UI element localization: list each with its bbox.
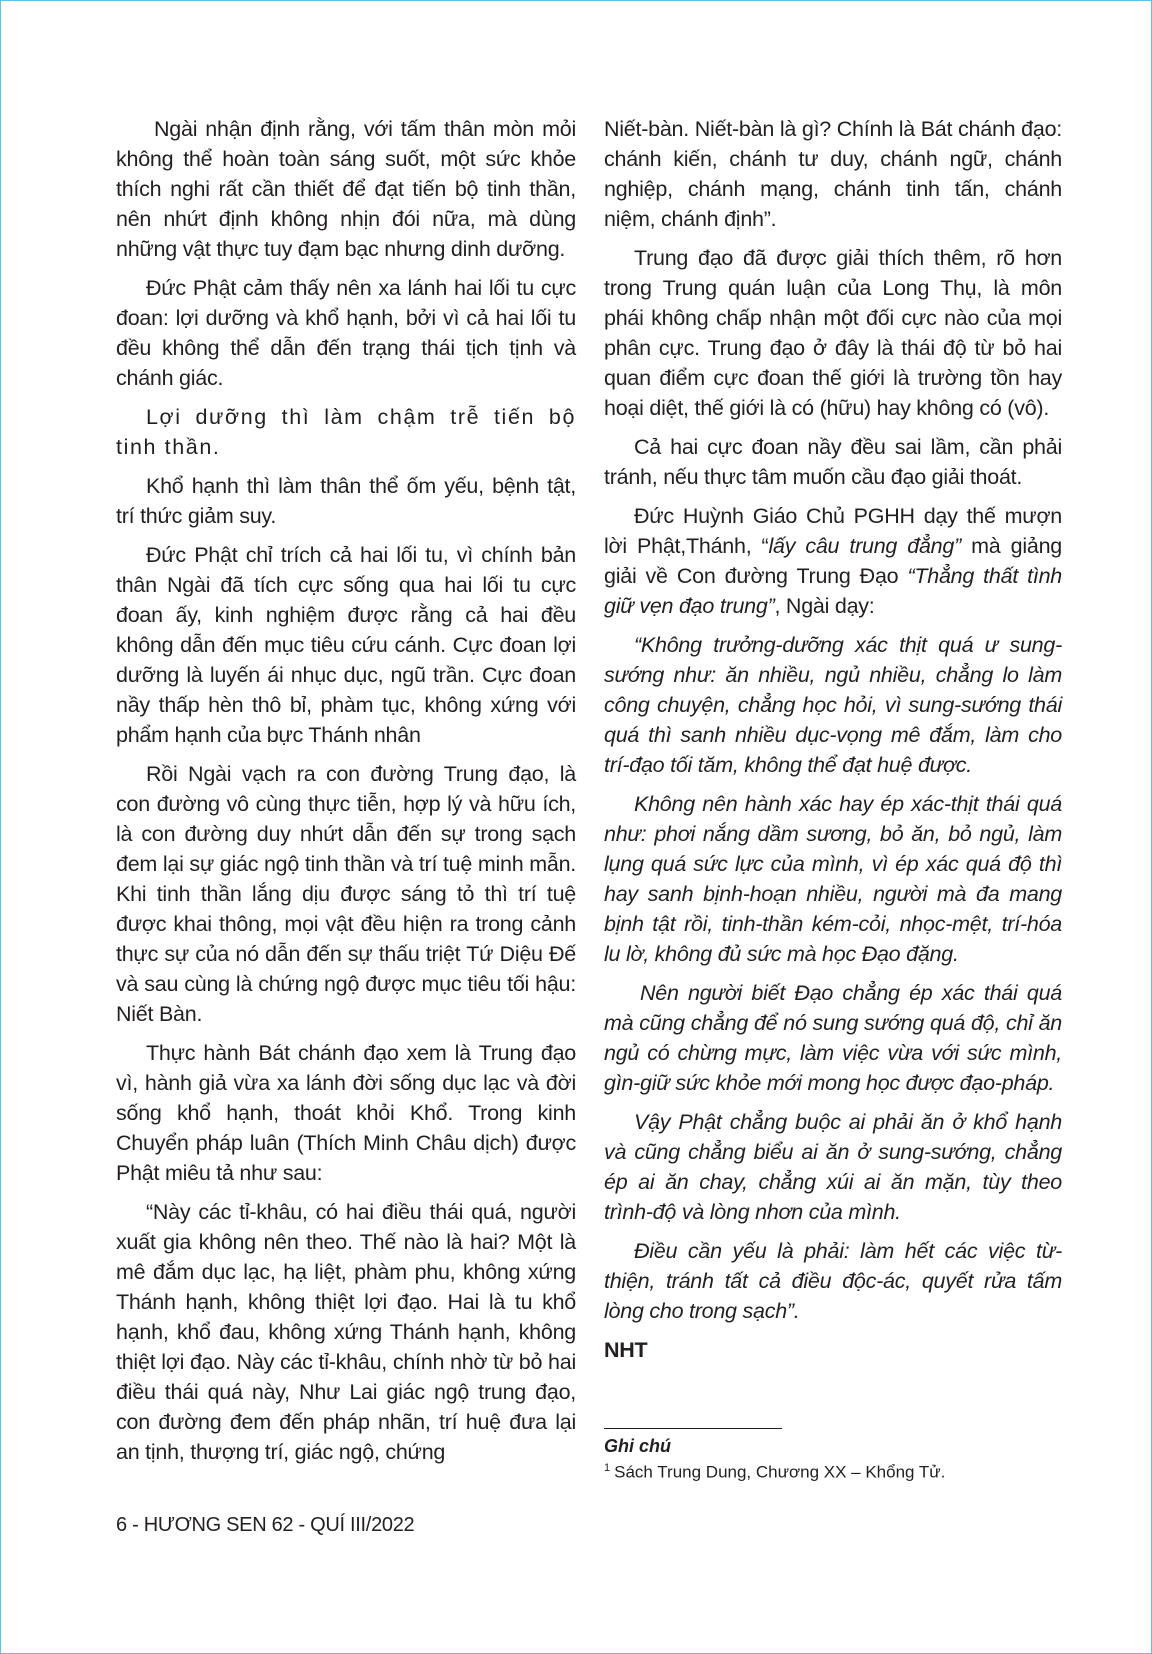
quote-paragraph: Vậy Phật chẳng buộc ai phải ăn ở khổ hạnh và cũng chẳng biểu ai ăn ở sung-sướng, chẳng ép ai ăn chay, chẳng xúi ai ăn mặn, tùy theo trình-độ và lòng nhơn của mình. bbox=[604, 1110, 1062, 1224]
footnote-title: Ghi chú bbox=[604, 1436, 671, 1456]
right-column bbox=[604, 114, 1062, 1374]
paragraph: Trung đạo đã được giải thích thêm, rõ hơn trong Trung quán luận của Long Thụ, là môn phái không chấp nhận một đối cực nào của mọi phân cực. Trung đạo ở đây là thái độ từ bỏ hai quan điểm cực đoan thế giới là trường tồn hay hoại diệt, thế giới là có (hữu) hay không có (vô). bbox=[604, 246, 1062, 420]
author-signature: NHT bbox=[604, 1338, 648, 1362]
quote-paragraph: Không nên hành xác hay ép xác-thịt thái quá như: phơi nắng dầm sương, bỏ ăn, bỏ ngủ, làm lụng quá sức lực của mình, vì ép xác quá độ thì hay sanh bịnh-hoạn nhiều, người mà đa mang bịnh tật rồi, tinh-thần kém-cỏi, nhọc-mệt, trí-hóa lu lờ, không đủ sức mà học Đạo đặng. bbox=[604, 792, 1062, 966]
paragraph: Lợi dưỡng thì làm chậm trễ tiến bộ tinh thần. bbox=[116, 405, 576, 459]
quote-paragraph: Điều cần yếu là phải: làm hết các việc từ-thiện, tránh tất cả điều độc-ác, quyết rửa tấm lòng cho trong sạch”. bbox=[604, 1239, 1062, 1323]
footnote-marker: 1 bbox=[604, 1462, 611, 1474]
footnote-text: Sách Trung Dung, Chương XX – Khổng Tử. bbox=[614, 1462, 946, 1482]
paragraph: Thực hành Bát chánh đạo xem là Trung đạo vì, hành giả vừa xa lánh đời sống dục lạc và đời sống khổ hạnh, thoát khỏi Khổ. Trong kinh Chuyển pháp luân (Thích Minh Châu dịch) được Phật miêu tả như sau: bbox=[116, 1041, 576, 1185]
paragraph: Đức Phật chỉ trích cả hai lối tu, vì chính bản thân Ngài đã tích cực sống qua hai lối tu cực đoan ấy, kinh nghiệm được rằng cả hai đều không dẫn đến mục tiêu cứu cánh. Cực đoan lợi dưỡng là luyến ái nhục dục, ngũ trần. Cực đoan nầy thấp hèn thô bỉ, phàm tục, không xứng với phẩm hạnh của bực Thánh nhân bbox=[116, 543, 576, 747]
quote-paragraph: “Không trưởng-dưỡng xác thịt quá ư sung-sướng như: ăn nhiều, ngủ nhiều, chẳng lo làm công chuyện, chẳng học hỏi, vì sung-sướng thái quá thì sanh nhiều dục-vọng mê đắm, làm cho trí-đạo tối tăm, không thể đạt huệ được. bbox=[604, 633, 1062, 777]
italic-quote: “Thẳng thất tình giữ vẹn đạo trung” bbox=[604, 564, 1062, 618]
text-run: , Ngài dạy: bbox=[774, 594, 875, 618]
quote-paragraph: Nên người biết Đạo chẳng ép xác thái quá mà cũng chẳng để nó sung sướng quá độ, chỉ ăn ngủ có chừng mực, làm việc vừa với sức mình, gìn-giữ sức khỏe mới mong học được đạo-pháp. bbox=[604, 981, 1062, 1095]
paragraph: Đức Phật cảm thấy nên xa lánh hai lối tu cực đoan: lợi dưỡng và khổ hạnh, bởi vì cả hai lối tu đều không thể dẫn đến trạng thái tịch tịnh và chánh giác. bbox=[116, 276, 576, 390]
text-run: Đức Huỳnh Giáo Chủ PGHH dạy thế mượn lời Phật,Thánh, “ bbox=[604, 504, 1062, 558]
paragraph: Ngài nhận định rằng, với tấm thân mòn mỏi không thể hoàn toàn sáng suốt, một sức khỏe thích nghi rất cần thiết để đạt tiến bộ tinh thần, nên nhứt định không nhịn đói nữa, mà dùng những vật thực tuy đạm bạc nhưng dinh dưỡng. bbox=[116, 117, 576, 261]
paragraph: “Này các tỉ-khâu, có hai điều thái quá, người xuất gia không nên theo. Thế nào là hai? Một là mê đắm dục lạc, hạ liệt, phàm phu, không xứng Thánh hạnh, không thiệt lợi đạo. Hai là tu khổ hạnh, khổ đau, không xứng Thánh hạnh, không thiệt lợi đạo. Này các tỉ-khâu, chính nhờ từ bỏ hai điều thái quá này, Như Lai giác ngộ trung đạo, con đường đem đến pháp nhãn, trí huệ đưa lại an tịnh, thượng trí, giác ngộ, chứng bbox=[116, 1200, 576, 1464]
text-run: mà giảng giải về Con đường Trung Đạo bbox=[604, 534, 1063, 588]
footnote-divider bbox=[604, 1428, 782, 1429]
page-footer: 6 - HƯƠNG SEN 62 - QUÍ III/2022 bbox=[116, 1514, 415, 1536]
italic-quote: lấy câu trung đẳng” bbox=[768, 534, 962, 558]
footnote bbox=[604, 1462, 945, 1483]
paragraph: Khổ hạnh thì làm thân thể ốm yếu, bệnh tật, trí thức giảm suy. bbox=[116, 474, 576, 528]
paragraph: Cả hai cực đoan nầy đều sai lầm, cần phải tránh, nếu thực tâm muốn cầu đạo giải thoát. bbox=[604, 435, 1062, 489]
paragraph: Niết-bàn. Niết-bàn là gì? Chính là Bát chánh đạo: chánh kiến, chánh tư duy, chánh ngữ, chánh nghiệp, chánh mạng, chánh tinh tấn, chánh niệm, chánh định”. bbox=[604, 117, 1062, 231]
paragraph: Rồi Ngài vạch ra con đường Trung đạo, là con đường vô cùng thực tiễn, hợp lý và hữu ích, là con đường duy nhứt dẫn đến sự trong sạch đem lại sự giác ngộ tinh thần và trí tuệ minh mẫn. Khi tinh thần lắng dịu được sáng tỏ thì trí tuệ được khai thông, mọi vật đều hiện ra trong cảnh thực sự của nó dẫn đến sự thấu triệt Tứ Diệu Đế và sau cùng là chứng ngộ được mục tiêu tối hậu: Niết Bàn. bbox=[116, 762, 576, 1026]
left-column bbox=[116, 114, 576, 1476]
paragraph bbox=[604, 501, 1062, 621]
